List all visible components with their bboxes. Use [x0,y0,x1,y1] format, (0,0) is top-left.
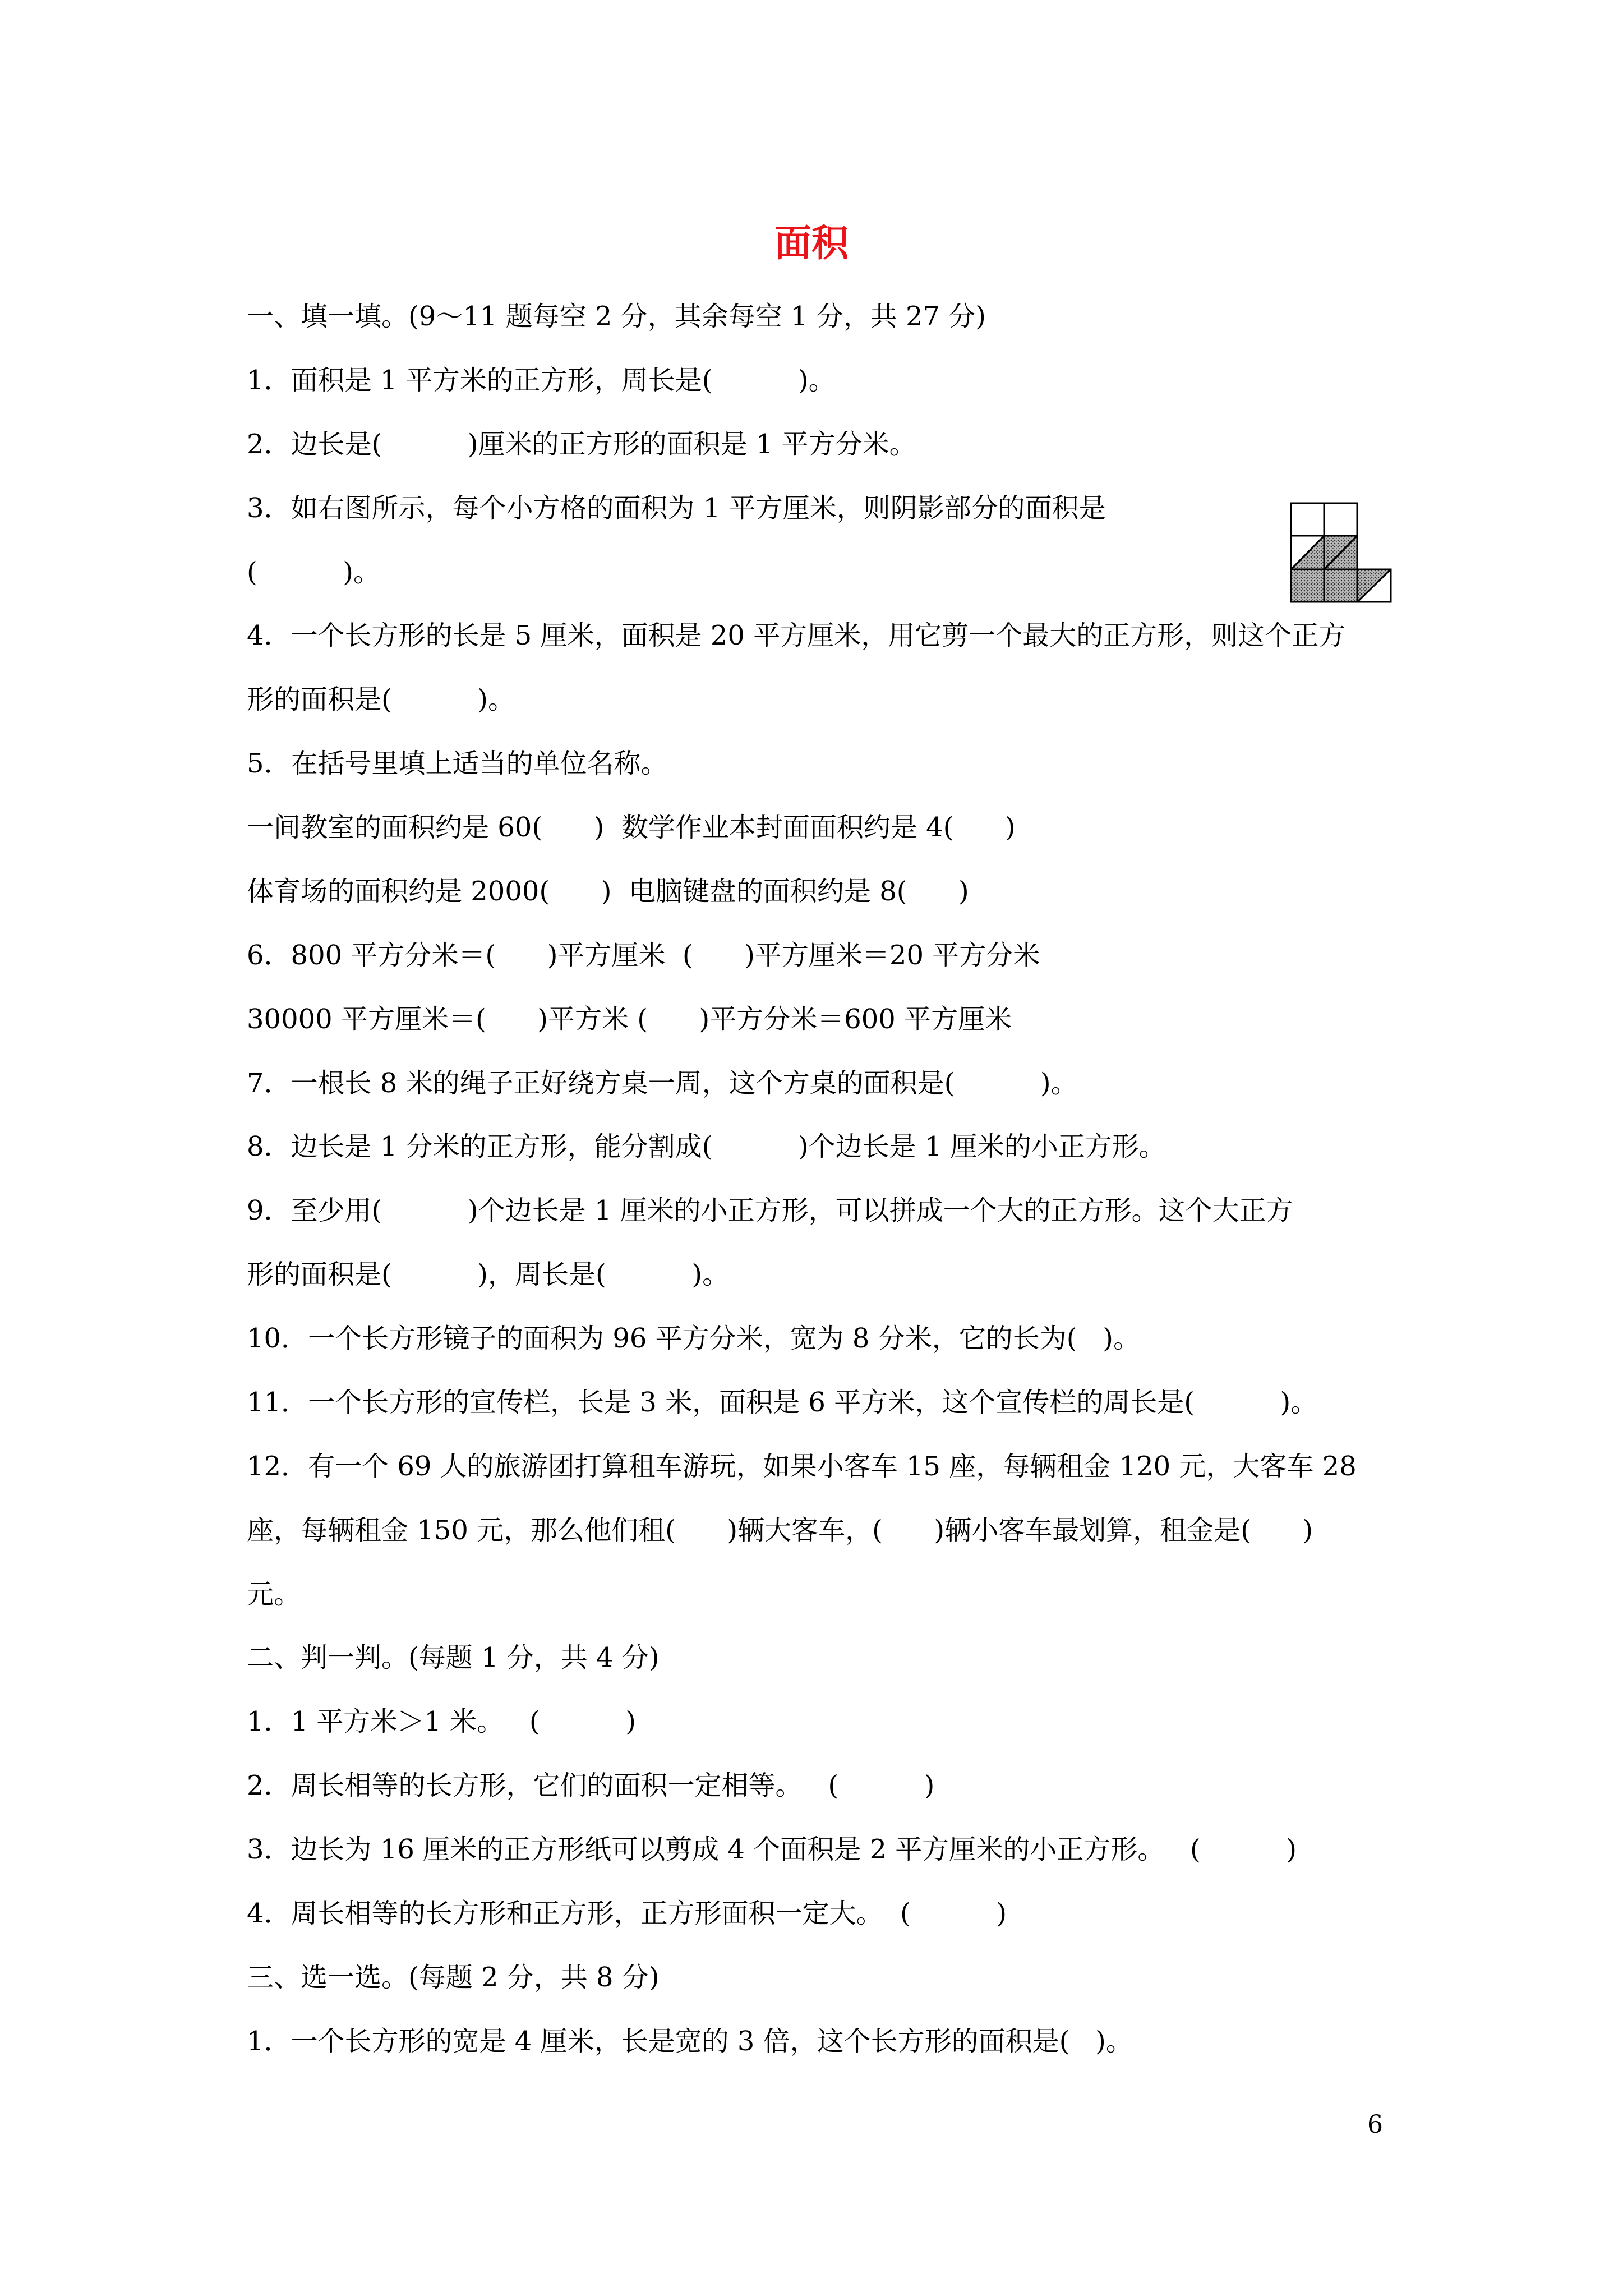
page-title: 面积 [774,222,849,265]
question-line: 6．800 平方分米＝( )平方厘米 ( )平方厘米＝20 平方分米 [247,940,1040,971]
question-line: 30000 平方厘米＝( )平方米 ( )平方分米＝600 平方厘米 [247,1004,1012,1035]
question-line: 9．至少用( )个边长是 1 厘米的小正方形，可以拼成一个大的正方形。这个大正方 [247,1195,1293,1226]
question-line: 2．边长是( )厘米的正方形的面积是 1 平方分米。 [247,429,916,460]
question-line: 8．边长是 1 分米的正方形，能分割成( )个边长是 1 厘米的小正方形。 [247,1131,1166,1162]
question-line: 3．如右图所示，每个小方格的面积为 1 平方厘米，则阴影部分的面积是 [247,493,1106,524]
section-heading-choose: 三、选一选。(每题 2 分，共 8 分) [247,1962,660,1993]
question-line: 3．边长为 16 厘米的正方形纸可以剪成 4 个面积是 2 平方厘米的小正方形。 ( ) [247,1834,1297,1865]
question-line: 5．在括号里填上适当的单位名称。 [247,748,668,779]
shaded-grid-figure-icon [1290,502,1396,605]
question-line: 体育场的面积约是 2000( ) 电脑键盘的面积约是 8( ) [247,876,969,907]
section-heading-fill-in: 一、填一填。(9～11 题每空 2 分，其余每空 1 分，共 27 分) [247,301,986,332]
question-line: 4．周长相等的长方形和正方形，正方形面积一定大。 ( ) [247,1898,1007,1929]
section-heading-judge: 二、判一判。(每题 1 分，共 4 分) [247,1642,660,1673]
question-line: 形的面积是( )，周长是( )。 [247,1259,730,1290]
question-line: 11．一个长方形的宣传栏，长是 3 米，面积是 6 平方米，这个宣传栏的周长是( )。 [247,1387,1318,1418]
question-line: 1．1 平方米＞1 米。 ( ) [247,1706,636,1737]
question-line: 1．一个长方形的宽是 4 厘米，长是宽的 3 倍，这个长方形的面积是( )。 [247,2026,1133,2057]
question-line: 2．周长相等的长方形，它们的面积一定相等。 ( ) [247,1770,935,1801]
question-line: 12．有一个 69 人的旅游团打算租车游玩，如果小客车 15 座，每辆租金 120 元，大客车 28 [247,1451,1357,1482]
question-line: 元。 [247,1579,301,1610]
question-line: 1．面积是 1 平方米的正方形，周长是( )。 [247,365,836,396]
question-line: 10．一个长方形镜子的面积为 96 平方分米，宽为 8 分米，它的长为( )。 [247,1323,1140,1354]
question-line: 7．一根长 8 米的绳子正好绕方桌一周，这个方桌的面积是( )。 [247,1068,1078,1099]
page-number: 6 [1367,2110,1383,2139]
question-line: 形的面积是( )。 [247,684,515,715]
question-line: 4．一个长方形的长是 5 厘米，面积是 20 平方厘米，用它剪一个最大的正方形，则这个正方 [247,620,1346,651]
question-line: 一间教室的面积约是 60( ) 数学作业本封面面积约是 4( ) [247,812,1016,843]
question-line: 座，每辆租金 150 元，那么他们租( )辆大客车，( )辆小客车最划算，租金是( ) [247,1515,1313,1546]
question-line: ( )。 [247,556,381,588]
